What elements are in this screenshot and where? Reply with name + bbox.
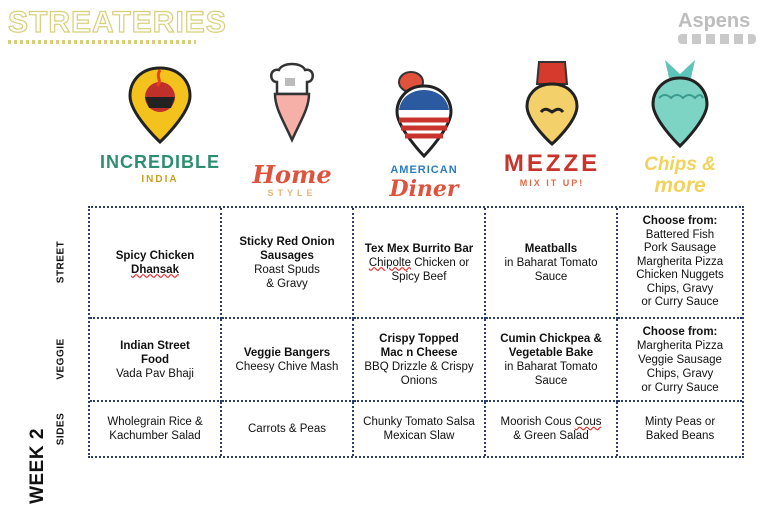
row-label-sides: SIDES [55, 412, 67, 446]
page-title: STREATERIES [8, 6, 227, 39]
logo-american-diner [359, 60, 489, 200]
street-incredible-india: Spicy Chicken Dhansak [90, 208, 222, 319]
map-pin-icon [95, 60, 225, 150]
logo-home-line2: STYLE [267, 188, 317, 198]
logo-incredible-line2: INDIA [141, 174, 179, 185]
week-label: WEEK 2 [26, 428, 48, 504]
row-label-veggie: VEGGIE [55, 337, 67, 380]
veggie-american-diner: Crispy Topped Mac n Cheese BBQ Drizzle & Crispy Onions [354, 319, 486, 402]
fish-pin-icon [615, 60, 745, 150]
street-home-style: Sticky Red Onion Sausages Roast Spuds & Gravy [222, 208, 354, 319]
logo-home-line1: Home [252, 160, 332, 189]
sides-home-style: Carrots & Peas [222, 402, 354, 456]
veggie-incredible-india: Indian Street Food Vada Pav Bhaji [90, 319, 222, 402]
menu-grid [88, 206, 744, 458]
logo-chips-line2: more [654, 174, 706, 197]
logo-mezze [487, 60, 617, 200]
street-american-diner: Tex Mex Burrito Bar Chipolte Chicken or Spicy Beef [354, 208, 486, 319]
brand-logo: Aspens [678, 10, 751, 32]
street-mezze: Meatballs in Baharat Tomato Sauce [486, 208, 618, 319]
logo-chips-line1: Chips & [644, 154, 716, 175]
sides-incredible-india: Wholegrain Rice & Kachumber Salad [90, 402, 222, 456]
street-chips-more: Choose from: Battered Fish Pork Sausage Margherita Pizza Chicken Nuggets Chips, Gravy or Curry Sauce [618, 208, 742, 319]
logo-mezze-line1: MEZZE [503, 150, 601, 177]
logo-incredible-line1: INCREDIBLE [99, 152, 220, 172]
title-underline [8, 40, 196, 44]
row-label-street: STREET [55, 240, 67, 283]
sides-american-diner: Chunky Tomato Salsa Mexican Slaw [354, 402, 486, 456]
fez-pin-icon [487, 60, 617, 150]
flag-pin-icon [359, 60, 489, 160]
logo-american-line1: AMERICAN [390, 164, 458, 176]
veggie-mezze: Cumin Chickpea & Vegetable Bake in Baharat Tomato Sauce [486, 319, 618, 402]
logo-home-style [227, 60, 357, 200]
veggie-home-style: Veggie Bangers Cheesy Chive Mash [222, 319, 354, 402]
logo-chips-more [615, 60, 745, 200]
logo-mezze-line2: MIX IT UP! [519, 178, 585, 188]
sides-chips-more: Minty Peas or Baked Beans [644, 416, 716, 442]
brand-people-icon [678, 34, 756, 44]
chef-hat-pin-icon [227, 60, 357, 150]
veggie-chips-more: Choose from: Margherita Pizza Veggie Sausage Chips, Gravy or Curry Sauce [618, 319, 742, 402]
logo-incredible-india [95, 60, 225, 200]
logo-american-line2: Diner [389, 176, 459, 202]
sides-mezze: Moorish Cous Cous & Green Salad [486, 402, 618, 456]
